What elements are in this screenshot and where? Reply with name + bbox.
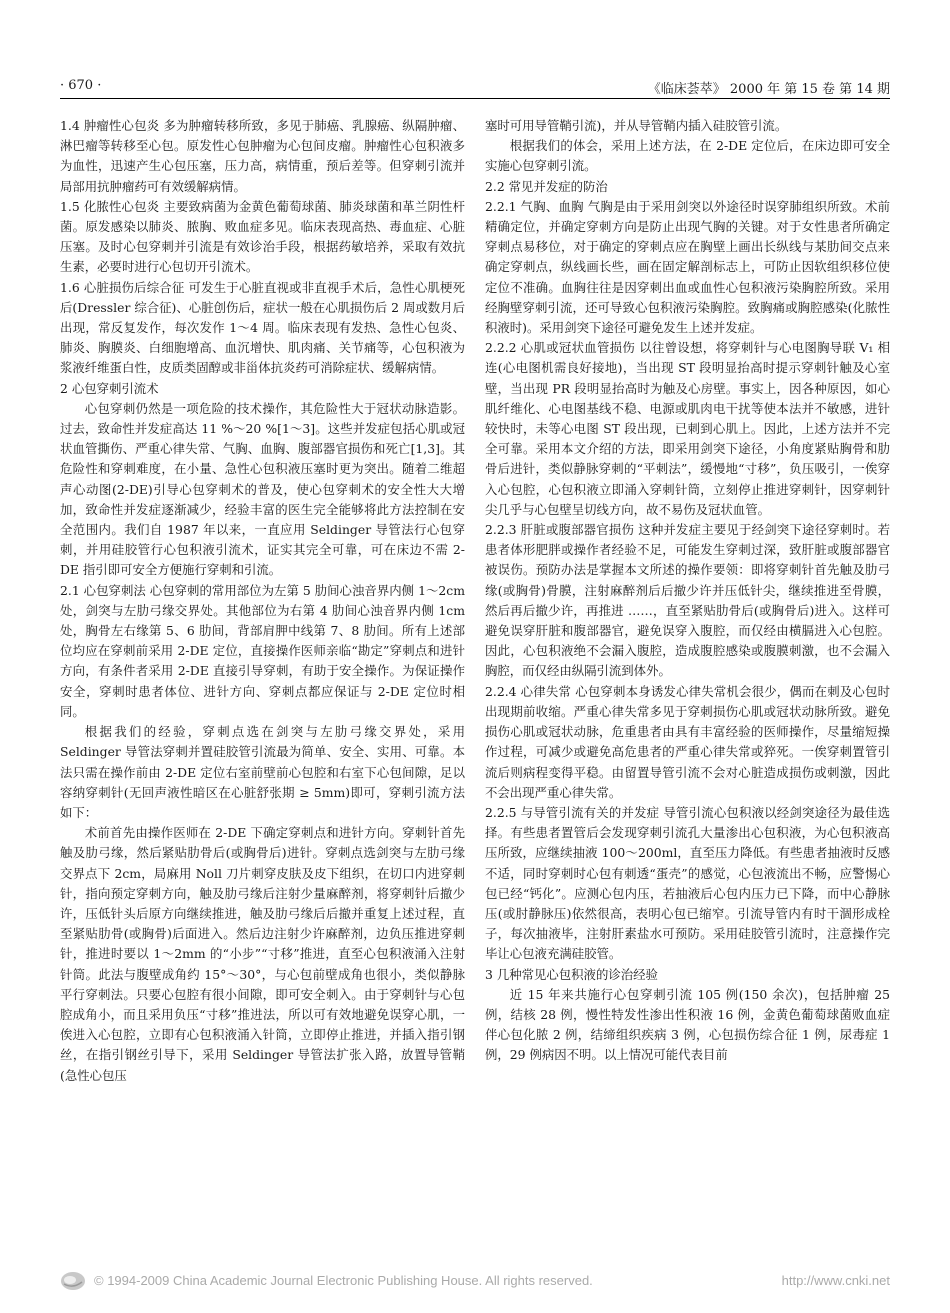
paragraph: 2 心包穿刺引流术 xyxy=(60,380,159,396)
paragraph: 2.2.4 心律失常 心包穿刺本身诱发心律失常机会很少，偶而在刺及心包时出现期前收缩。严重心律失常多见于穿刺损伤心肌或冠状动脉所致。避免损伤心肌或冠状动脉，危重患者由具有丰富经验的医师操作，尽量缩短操作过程，可减少或避免高危患者的严重心律失常或猝死。一俟穿刺置管引流后则病程变得平稳。由留置导管引流不会对心脏造成损伤或刺激，因此不会出现严重心律失常。 xyxy=(485,683,890,800)
page-header xyxy=(60,78,890,98)
paragraph: 2.2.1 气胸、血胸 气胸是由于采用剑突以外途径时误穿肺组织所致。术前精确定位，并确定穿刺方向是防止出现气胸的关键。对于女性患者所确定穿刺点易移位，对于确定的穿刺点应在胸壁上画出长纵线与某肋间交点来确定穿刺点，纵线画长些，画在固定解剖标志上，可防止因软组织移位使定位不准确。血胸往往是因穿刺出血或血性心包积液污染胸腔所致。采用经胸壁穿刺引流，还可导致心包积液污染胸腔。致胸痛或胸腔感染(化脓性积液时)。采用剑突下途径可避免发生上述并发症。 xyxy=(485,198,890,336)
header-rule xyxy=(60,98,890,99)
paragraph: 1.5 化脓性心包炎 主要致病菌为金黄色葡萄球菌、肺炎球菌和革兰阴性杆菌。原发感染以肺炎、脓胸、败血症多见。临床表现高热、毒血症、心脏压塞。及时心包穿刺并引流是有效诊治手段，根据药敏培养，采取有效抗生素，必要时进行心包切开引流术。 xyxy=(60,198,465,275)
cnki-url: http://www.cnki.net xyxy=(781,1273,890,1288)
paragraph: 术前首先由操作医师在 2-DE 下确定穿刺点和进针方向。穿刺针首先触及肋弓缘，然后紧贴肋骨后(或胸骨后)进针。穿刺点选剑突与左肋弓缘交界点下 2cm，局麻用 Noll 刀片刺穿皮肤及皮下组织，在切口内进穿刺针，指向预定穿刺方向，触及肋弓缘后注射少量麻醉剂，将穿刺针后撤少许，压低针头后原方向继续推进，触及肋弓缘后后撤并重复上述过程，直至紧贴肋骨(或胸骨)后面进入。然后边注射少许麻醉剂，边负压推进穿刺针，推进时要以 1～2mm 的“小步”“寸移”推进，直至心包积液涌入注射针筒。此法与腹壁成角约 15°～30°，与心包前壁成角也很小，类似静脉平行穿刺法。只要心包腔有很小间隙，即可安全刺入。由于穿刺针与心包腔成角小，而且采用负压“寸移”推进法，所以可有效地避免误穿心肌，一俟进入心包腔，立即有心包积液涌入针筒，立即停止推进，并插入指引钢丝，在指引钢丝引导下，采用 Seldinger 导管法扩张入路，放置导管鞘(急性心包压 xyxy=(60,825,465,1083)
left-column xyxy=(60,116,465,1086)
copyright-text: © 1994-2009 China Academic Journal Electronic Publishing House. All rights reserved. xyxy=(94,1273,593,1288)
paragraph: 近 15 年来共施行心包穿刺引流 105 例(150 余次)，包括肿瘤 25 例，结核 28 例，慢性特发性渗出性积液 16 例，金黄色葡萄球菌败血症伴心包化脓 2 例，结缔组织疾病 3 例，心包损伤综合征 1 例，尿毒症 1 例，29 例病因不明。以上情况可能代表目前 xyxy=(485,986,890,1063)
page-number: · 670 · xyxy=(60,78,102,93)
journal-info: 《临床荟萃》 2000 年 第 15 卷 第 14 期 xyxy=(647,82,890,97)
paragraph: 2.2.5 与导管引流有关的并发症 导管引流心包积液以经剑突途径为最佳选择。有些患者置管后会发现穿刺引流孔大量渗出心包积液，为心包积液高压所致，应继续抽液 100～200ml，直至压力降低。有些患者抽液时反感不适，同时穿刺时心包有刺透“蛋壳”的感觉，心包液流出不畅，应警惕心包已经“钙化”。应测心包内压，若抽液后心包内压力已下降，而中心静脉压(或肘静脉压)依然很高，表明心包已缩窄。引流导管内有时干涸形成栓子，每次抽液毕，注射肝素盐水可预防。采用硅胶管引流时，注意操作完毕让心包液充满硅胶管。 xyxy=(485,804,890,962)
paragraph: 2.2.3 肝脏或腹部器官损伤 这种并发症主要见于经剑突下途径穿刺时。若患者体形肥胖或操作者经验不足，可能发生穿刺过深，致肝脏或腹部器官被误伤。预防办法是掌握本文所述的操作要领：即将穿刺针首先触及肋弓缘(或胸骨)骨膜，注射麻醉剂后后撤少许并压低针尖，继续推进至骨膜，然后再后撤少许，再推进 ……，直至紧贴肋骨后(或胸骨后)进入。这样可避免误穿肝脏和腹部器官，避免误穿入腹腔，而仅经由横膈进入心包腔。因此，心包积液绝不会漏入腹腔，造成腹腔感染或腹膜刺激，也不会漏入胸腔，而仅经由纵隔引流到体外。 xyxy=(485,522,890,679)
paragraph: 根据我们的体会，采用上述方法，在 2-DE 定位后，在床边即可安全实施心包穿刺引流。 xyxy=(485,138,890,174)
paragraph: 3 几种常见心包积液的诊治经验 xyxy=(485,966,658,982)
paragraph: 根据我们的经验，穿刺点选在剑突与左肋弓缘交界处，采用 Seldinger 导管法穿刺并置硅胶管引流最为简单、安全、实用、可靠。本法只需在操作前由 2-DE 定位右室前壁前心包腔和右室下心包间隙，足以容纳穿刺针(无回声液性暗区在心脏舒张期 ≥ 5mm)即可，穿刺引流方法如下： xyxy=(60,724,465,820)
page-footer xyxy=(60,1270,890,1294)
paragraph: 1.6 心脏损伤后综合征 可发生于心脏直视或非直视手术后，急性心肌梗死后(Dressler 综合征)、心脏创伤后，症状一般在心肌损伤后 2 周或数月后出现，常反复发作，每次发作 1～4 周。临床表现有发热、急性心包炎、肺炎、胸膜炎、白细胞增高、血沉增快、肌肉痛、关节痛等，心包积液为浆液纤维蛋白性，皮质类固醇或非甾体抗炎药可消除症状、缓解病情。 xyxy=(60,279,465,376)
right-column xyxy=(485,116,890,1066)
paragraph: 1.4 肿瘤性心包炎 多为肿瘤转移所致，多见于肺癌、乳腺癌、纵隔肿瘤、淋巴瘤等转移至心包。原发性心包肿瘤为心包间皮瘤。肿瘤性心包积液多为血性，迅速产生心包压塞，压力高，病情重，预后差等。但穿刺引流并局部用抗肿瘤药可有效缓解病情。 xyxy=(60,118,465,194)
paragraph: 2.2 常见并发症的防治 xyxy=(485,178,608,194)
paragraph: 塞时可用导管鞘引流)，并从导管鞘内插入硅胶管引流。 xyxy=(485,118,788,133)
publisher-logo-icon xyxy=(60,1270,86,1292)
paragraph: 心包穿刺仍然是一项危险的技术操作，其危险性大于冠状动脉造影。过去，致命性并发症高达 11 %～20 %[1～3]。这些并发症包括心肌或冠状血管撕伤、严重心律失常、气胸、血胸、腹部器官损伤和死亡[1,3]。其危险性和穿刺难度，在小量、急性心包积液压塞时更为突出。随着二维超声心动图(2-DE)引导心包穿刺术的普及，使心包穿刺术的安全性大大增加，致命性并发症逐渐减少，经验丰富的医生完全能够将此方法控制在安全范围内。我们自 1987 年以来，一直应用 Seldinger 导管法行心包穿刺，并用硅胶管行心包积液引流术，证实其完全可靠，可在床边不需 2-DE 指引即可安全方便施行穿刺和引流。 xyxy=(60,400,465,578)
paragraph: 2.1 心包穿刺法 心包穿刺的常用部位为左第 5 肋间心浊音界内侧 1～2cm 处，剑突与左肋弓缘交界处。其他部位为右第 4 肋间心浊音界内侧 1cm 处，胸骨左右缘第 5、6 肋间，背部肩胛中线第 7、8 肋间。所有上述部位均应在穿刺前采用 2-DE 定位，直接操作医师亲临“勘定”穿刺点和进针方向，有条件者采用 2-DE 直接引导穿刺，有助于安全操作。为保证操作安全，穿刺时患者体位、进针方向、穿刺点都应保证与 2-DE 定位时相同。 xyxy=(60,582,465,719)
paragraph: 2.2.2 心肌或冠状血管损伤 以往曾设想，将穿刺针与心电图胸导联 V₁ 相连(心电图机需良好接地)，当出现 ST 段明显抬高时提示穿刺针触及心室壁，当出现 PR 段明显抬高时为触及心房壁。事实上，因各种原因，如心肌纤维化、心电图基线不稳、电源或肌肉电干扰等使本法并不敏感，进针较快时，未等心电图 ST 段出现，已刺到心肌上。因此，上述方法并不完全可靠。采用本文介绍的方法，即采用剑突下途径，小角度紧贴胸骨和肋骨后进针，类似静脉穿刺的“平刺法”，缓慢地“寸移”，负压吸引，一俟穿入心包腔，心包积液立即涌入穿刺针筒，立刻停止推进穿刺针，因穿刺针尖几乎与心包壁呈切线方向，故不易伤及冠状血管。 xyxy=(485,340,890,517)
